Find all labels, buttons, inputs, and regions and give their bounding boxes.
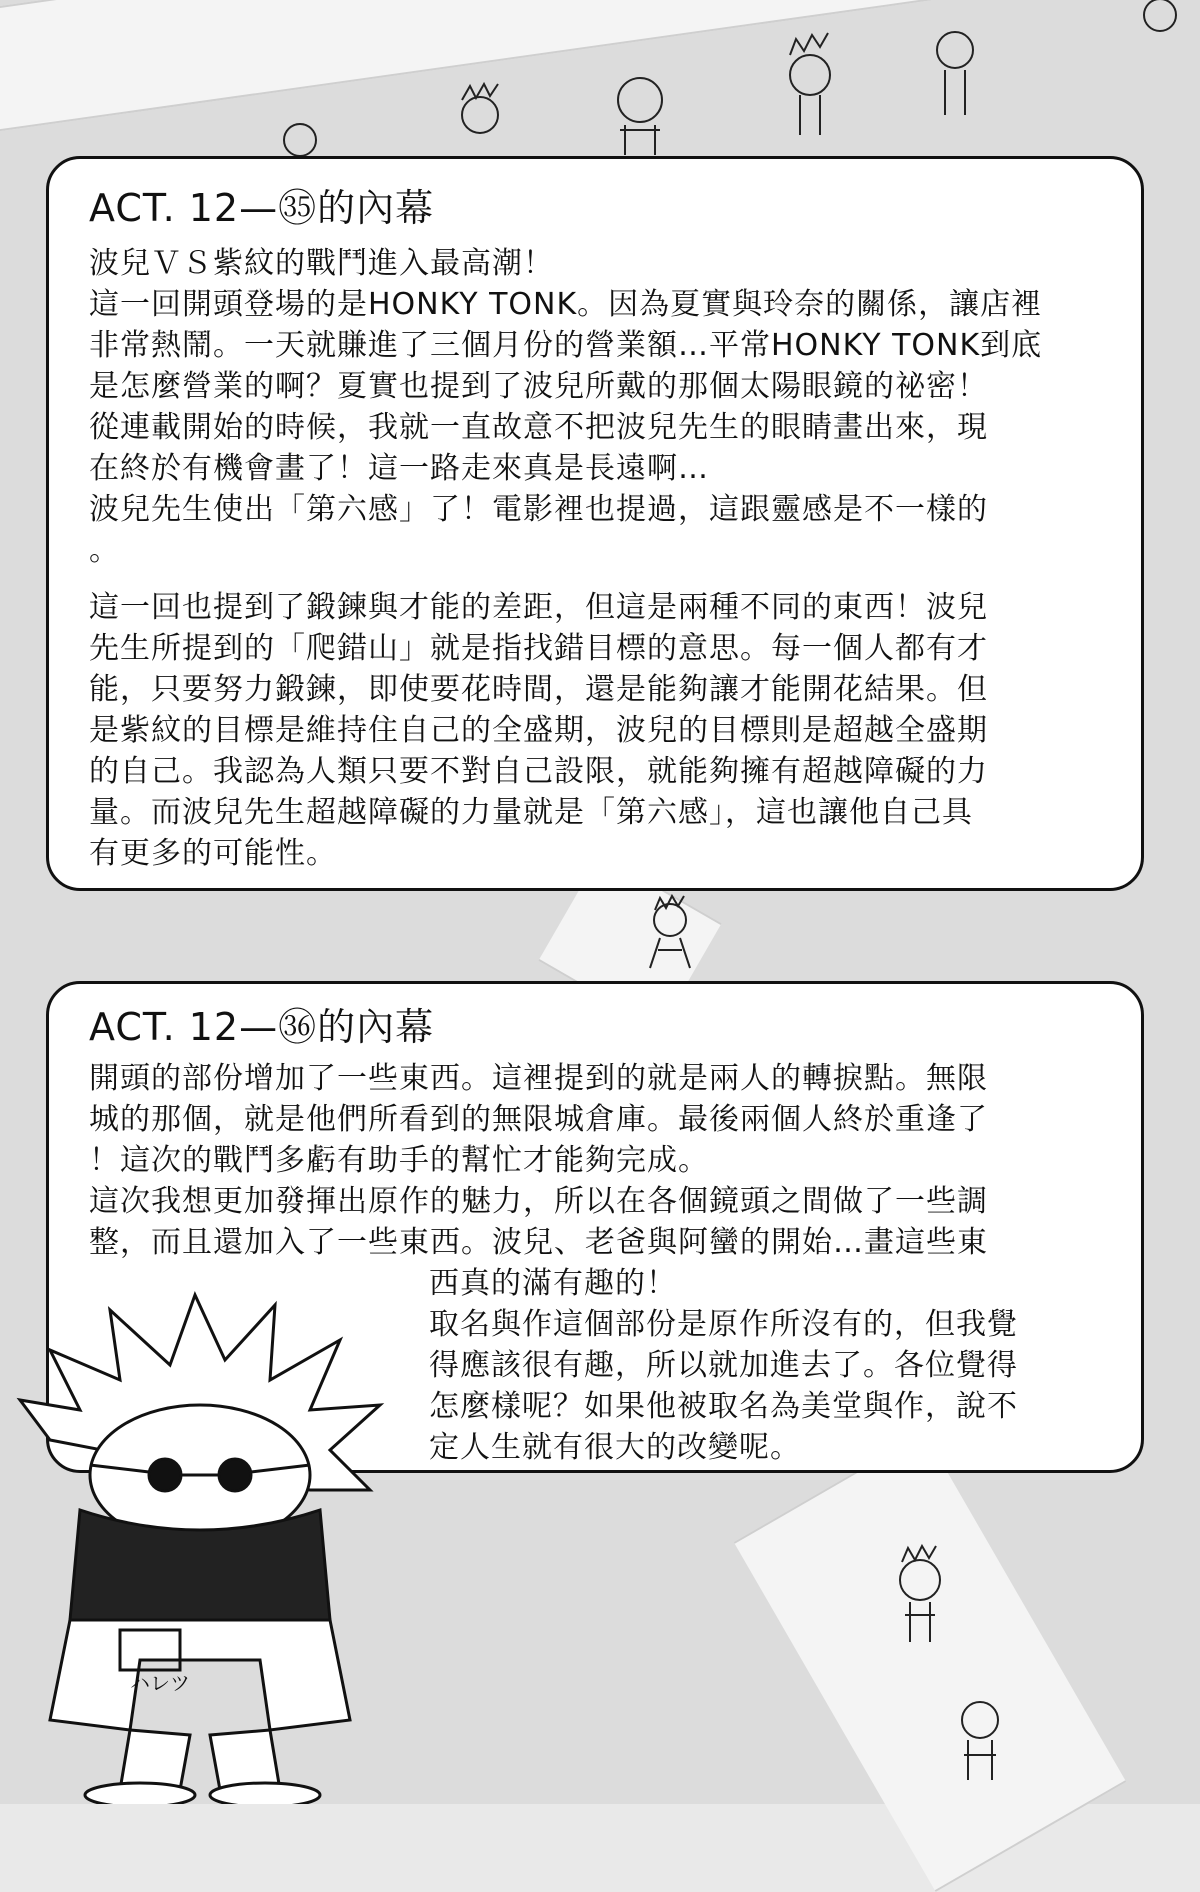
svg-text:ハレツ: ハレツ (130, 1671, 190, 1695)
note-paragraph-indented: 西真的滿有趣的！ 取名與作這個部份是原作所沒有的，但我覺 得應該很有趣，所以就加進去了。各位覺得 怎麼樣呢？如果他被取名為美堂與作，說不 定人生就有很大的改變呢。 (429, 1266, 1018, 1465)
doodle-characters-bottom (860, 1520, 1060, 1800)
note-title: ACT. 12—㊱的內幕 (89, 1005, 435, 1049)
doodle-characters-top (0, 0, 1200, 160)
note-paragraph: 這一回也提到了鍛鍊與才能的差距，但這是兩種不同的東西！波兒 先生所提到的「爬錯山」就是指找錯目標的意思。每一個人都有才 能，只要努力鍛鍊，即使要花時間，還是能夠讓才能開花結果。但 是紫紋的目標是維持住自己的全盛期，波兒的目標則是超越全盛期 的自己。我認為人類只要不對自己設限，就能夠擁有超越障礙的力 量。而波兒先生超越障礙的力量就是「第六感」，這也讓他自己具 有更多的可能性。 (89, 590, 988, 871)
note-title: ACT. 12—㉟的內幕 (89, 186, 435, 230)
doodle-character-middle (630, 890, 710, 980)
note-panel-act12-35 (46, 156, 1144, 891)
note-paragraph: 開頭的部份增加了一些東西。這裡提到的就是兩人的轉捩點。無限 城的那個，就是他們所看到的無限城倉庫。最後兩個人終於重逢了 ！這次的戰鬥多虧有助手的幫忙才能夠完成。 這次我想更加發揮出原作的魅力，所以在各個鏡頭之間做了一些調 整，而且還加入了一些東西。波兒、老爸與阿蠻的開始…畫這些東 (89, 1061, 988, 1260)
note-paragraph: 波兒ＶＳ紫紋的戰鬥進入最高潮！ 這一回開頭登場的是HONKY TONK。因為夏實與玲奈的關係，讓店裡 非常熱鬧。一天就賺進了三個月份的營業額…平常HONKY TONK到底 是怎麼營業的啊？夏實也提到了波兒所戴的那個太陽眼鏡的祕密！ 從連載開始的時候，我就一直故意不把波兒先生的眼睛畫出來，現 在終於有機會畫了！這一路走來真是長遠啊… 波兒先生使出「第六感」了！電影裡也提過，這跟靈感是不一樣的 。 (89, 246, 1043, 568)
spiky-hair-character-with-sunglasses-icon (10, 1290, 390, 1804)
